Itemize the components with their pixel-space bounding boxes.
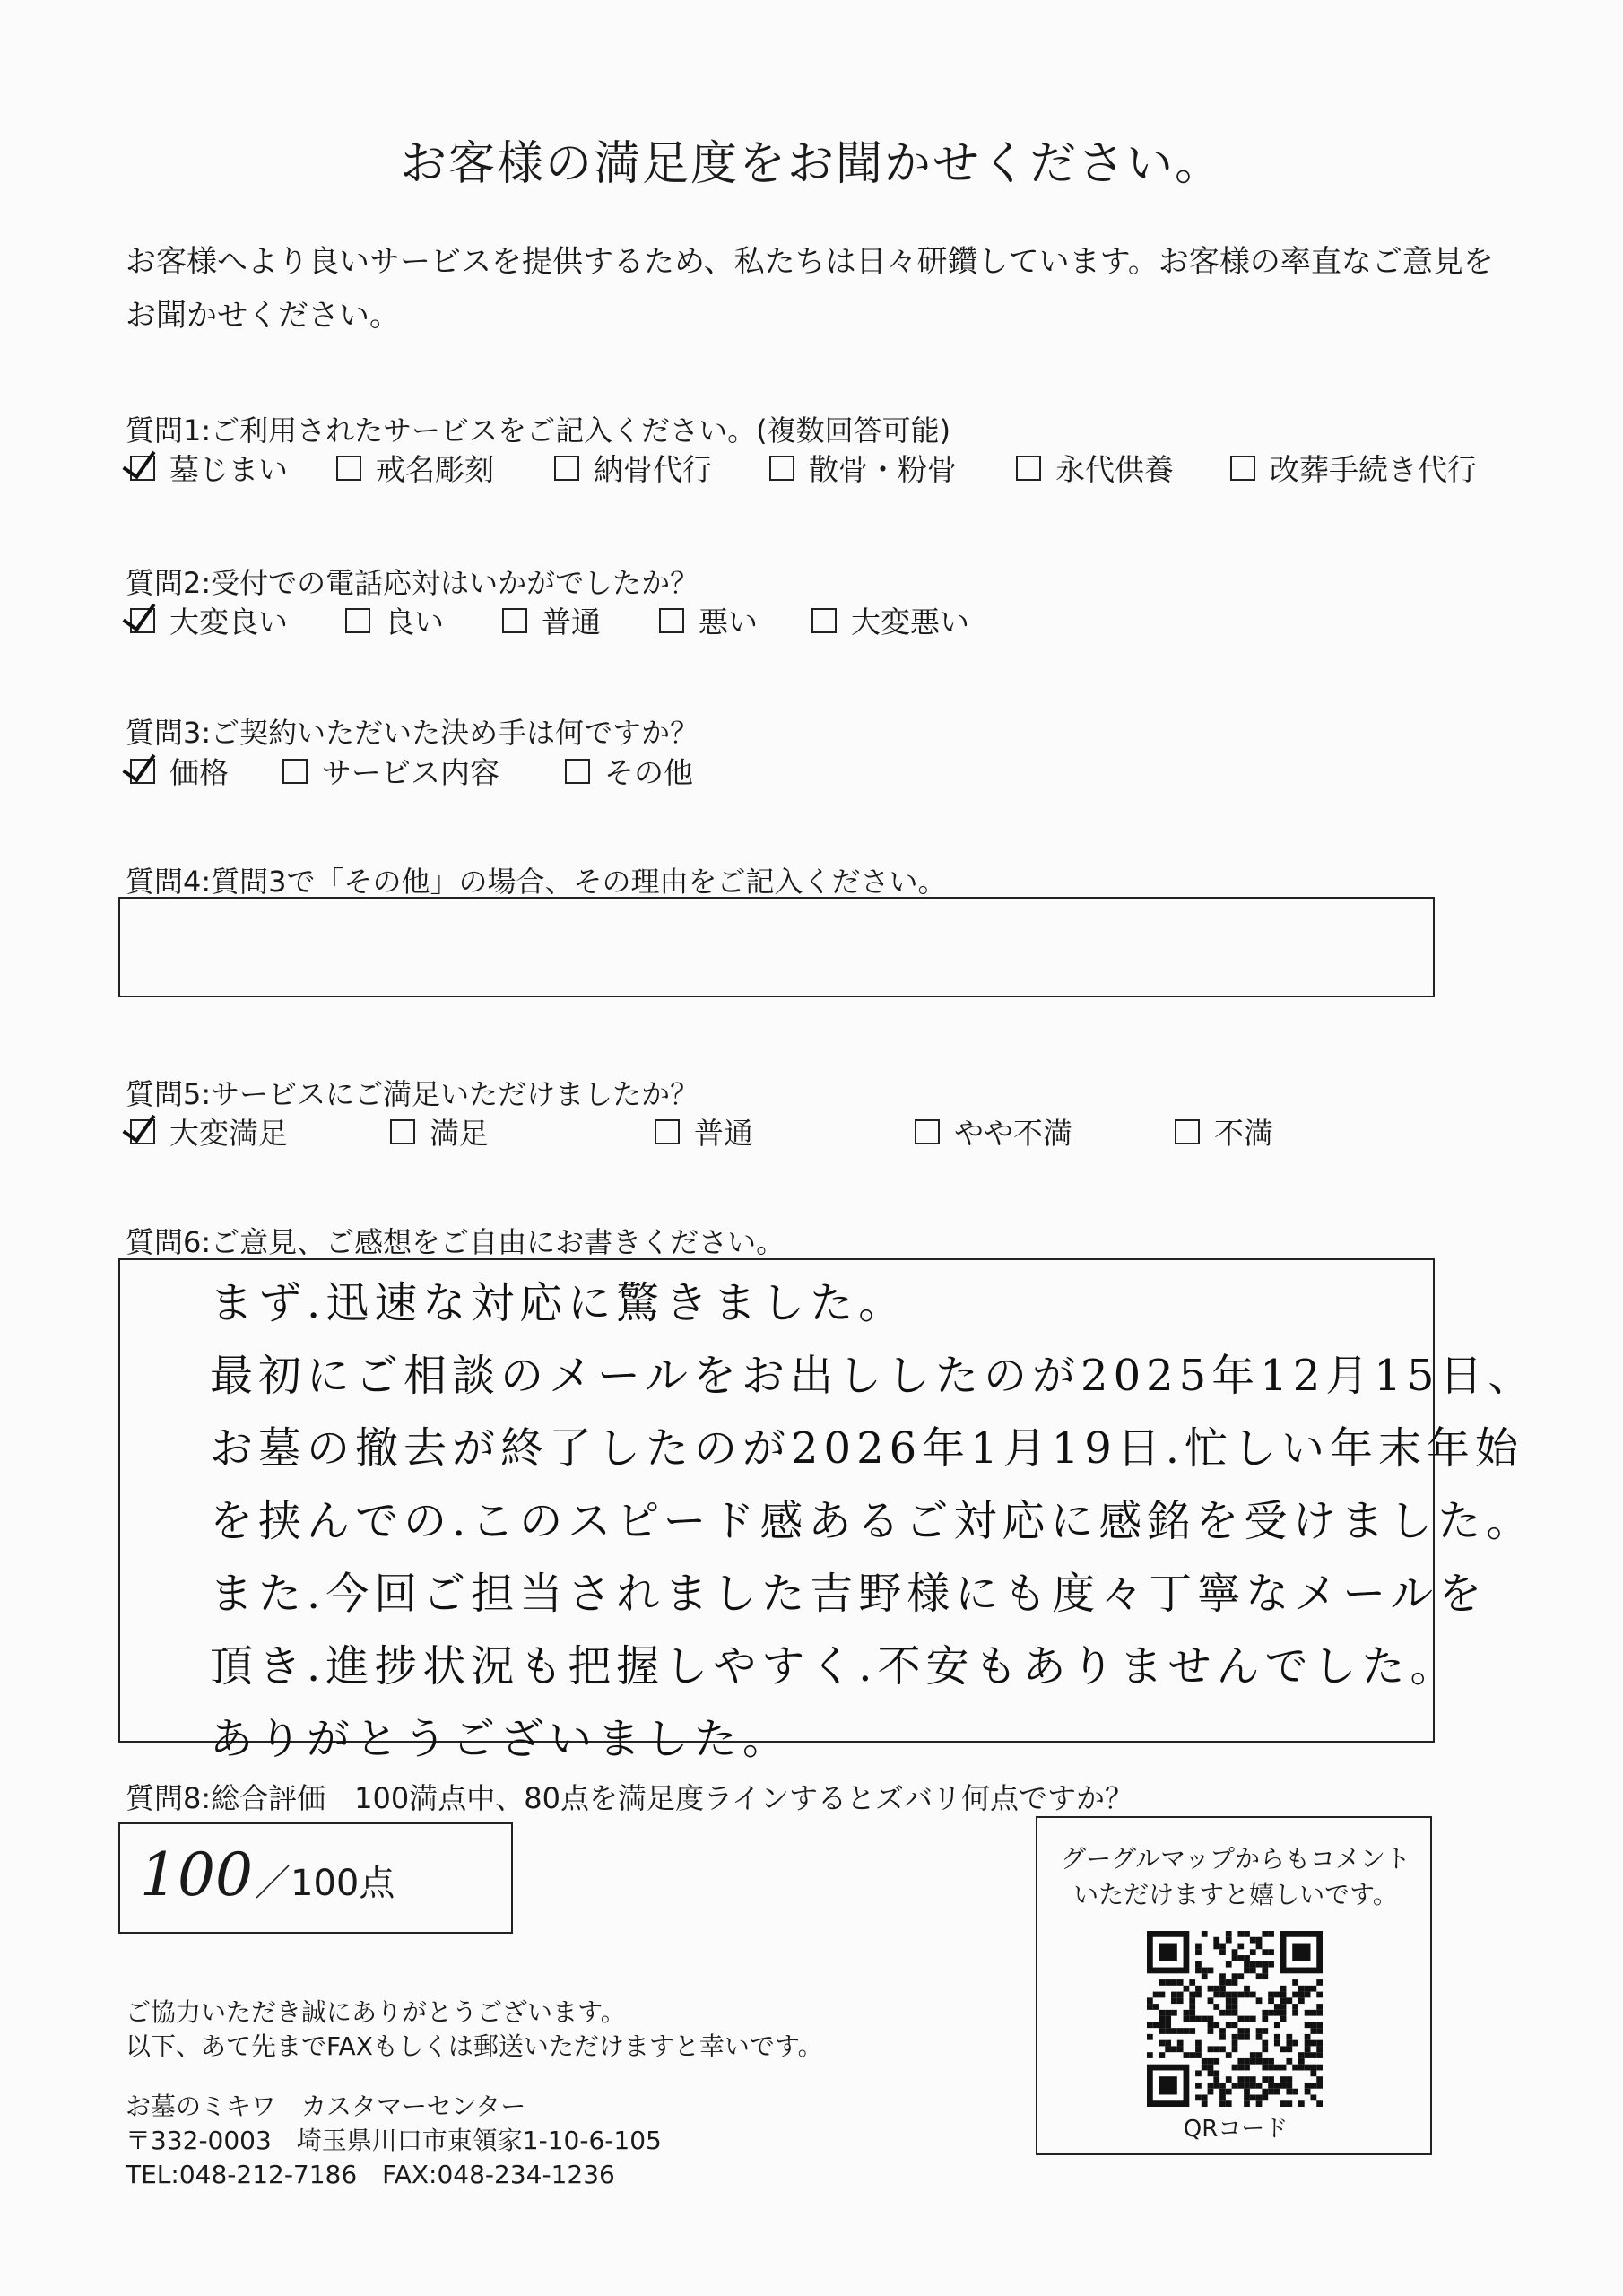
comment-line: 頂き.進捗状況も把握しやすく.不安もありませんでした。 xyxy=(210,1641,1459,1692)
checked-checkbox[interactable] xyxy=(130,759,155,784)
score-box[interactable] xyxy=(118,1822,513,1934)
q1-option-2[interactable]: 戒名彫刻 xyxy=(336,447,494,489)
q5-option-5[interactable]: 不満 xyxy=(1175,1110,1273,1152)
score-suffix: ／100点 xyxy=(255,1863,395,1904)
checked-checkbox[interactable] xyxy=(130,456,155,481)
address: 〒332-0003 埼玉県川口市東領家1-10-6-105 xyxy=(126,2126,662,2155)
question-1-label: 質問1:ご利用されたサービスをご記入ください。(複数回答可能) xyxy=(126,413,951,448)
q5-option-4[interactable]: やや不満 xyxy=(915,1110,1072,1152)
score-value: 100 xyxy=(140,1840,253,1909)
comment-line: また.今回ご担当されました吉野様にも度々丁寧なメールを xyxy=(210,1569,1488,1619)
checkbox[interactable] xyxy=(1230,456,1255,481)
q5-option-2[interactable]: 満足 xyxy=(390,1110,489,1152)
question-3-label: 質問3:ご契約いただいた決め手は何ですか？ xyxy=(126,716,699,750)
checkbox[interactable] xyxy=(1016,456,1041,481)
qr-text: グーグルマップからもコメント いただけますと嬉しいです。 xyxy=(1060,1844,1411,1909)
q5-option-1[interactable]: 大変満足 xyxy=(130,1110,288,1152)
intro-text: お客様へより良いサービスを提供するため、私たちは日々研鑽しています。お客様の率直なご意見をお聞かせください。 xyxy=(126,244,1494,334)
phone-fax: TEL:048-212-7186 FAX:048-234-1236 xyxy=(126,2160,615,2189)
q2-option-1[interactable]: 大変良い xyxy=(130,599,288,641)
question-8-label: 質問8:総合評価 100満点中、80点を満足度ラインするとズバリ何点ですか？ xyxy=(126,1781,1133,1815)
company-name: お墓のミキワ カスタマーセンター xyxy=(126,2092,526,2121)
footer-thanks: ご協力いただき誠にありがとうございます。 以下、あて先までFAXもしくは郵送いただけますと幸いです。 xyxy=(126,1997,823,2061)
question-6-answer-box[interactable] xyxy=(118,1258,1537,1764)
qr-panel xyxy=(1036,1816,1432,2155)
checkbox[interactable] xyxy=(769,456,794,481)
checkbox[interactable] xyxy=(390,1119,415,1144)
comment-line: 最初にご相談のメールをお出ししたのが2025年12月15日、 xyxy=(210,1351,1537,1401)
question-4-label: 質問4:質問3で「その他」の場合、その理由をご記入ください。 xyxy=(126,865,947,899)
q2-option-3[interactable]: 普通 xyxy=(502,599,601,641)
question-5-label: 質問5:サービスにご満足いただけましたか？ xyxy=(126,1077,699,1111)
qr-caption: QRコード xyxy=(1183,2116,1289,2143)
checkbox[interactable] xyxy=(554,456,579,481)
checked-checkbox[interactable] xyxy=(130,1119,155,1144)
q5-option-3[interactable]: 普通 xyxy=(655,1110,753,1152)
qr-code-icon[interactable] xyxy=(1147,1931,1323,2107)
q1-option-5[interactable]: 永代供養 xyxy=(1016,447,1174,489)
comment-line: まず.迅速な対応に驚きました。 xyxy=(210,1278,907,1328)
checked-checkbox[interactable] xyxy=(130,608,155,633)
q2-option-4[interactable]: 悪い xyxy=(659,599,758,641)
question-6-label: 質問6:ご意見、ご感想をご自由にお書きください。 xyxy=(126,1225,785,1259)
checkbox[interactable] xyxy=(336,456,361,481)
q1-option-4[interactable]: 散骨・粉骨 xyxy=(769,447,957,489)
checkbox[interactable] xyxy=(502,608,527,633)
page-title: お客様の満足度をお聞かせください。 xyxy=(399,137,1223,191)
checkbox[interactable] xyxy=(282,759,308,784)
comment-line: ありがとうございました。 xyxy=(210,1714,792,1764)
q3-option-3[interactable]: その他 xyxy=(565,750,693,792)
comment-line: お墓の撤去が終了したのが2026年1月19日.忙しい年末年始 xyxy=(210,1423,1524,1474)
checkbox[interactable] xyxy=(1175,1119,1200,1144)
q2-option-2[interactable]: 良い xyxy=(345,599,444,641)
q1-option-1[interactable]: 墓じまい xyxy=(130,447,288,489)
comment-line: を挟んでの.このスピード感あるご対応に感銘を受けました。 xyxy=(210,1496,1535,1546)
footer-contact xyxy=(126,2090,662,2192)
q3-option-2[interactable]: サービス内容 xyxy=(282,750,499,792)
q1-option-6[interactable]: 改葬手続き代行 xyxy=(1230,447,1477,489)
checkbox[interactable] xyxy=(812,608,837,633)
checkbox[interactable] xyxy=(915,1119,940,1144)
checkbox[interactable] xyxy=(659,608,684,633)
checkbox[interactable] xyxy=(565,759,590,784)
q2-option-5[interactable]: 大変悪い xyxy=(812,599,969,641)
q1-option-3[interactable]: 納骨代行 xyxy=(554,447,712,489)
question-4-answer-box[interactable] xyxy=(118,897,1435,997)
comment-text xyxy=(210,1267,1536,1776)
q3-option-1[interactable]: 価格 xyxy=(130,750,229,792)
checkbox[interactable] xyxy=(655,1119,680,1144)
question-2-label: 質問2:受付での電話応対はいかがでしたか？ xyxy=(126,566,699,600)
checkbox[interactable] xyxy=(345,608,370,633)
